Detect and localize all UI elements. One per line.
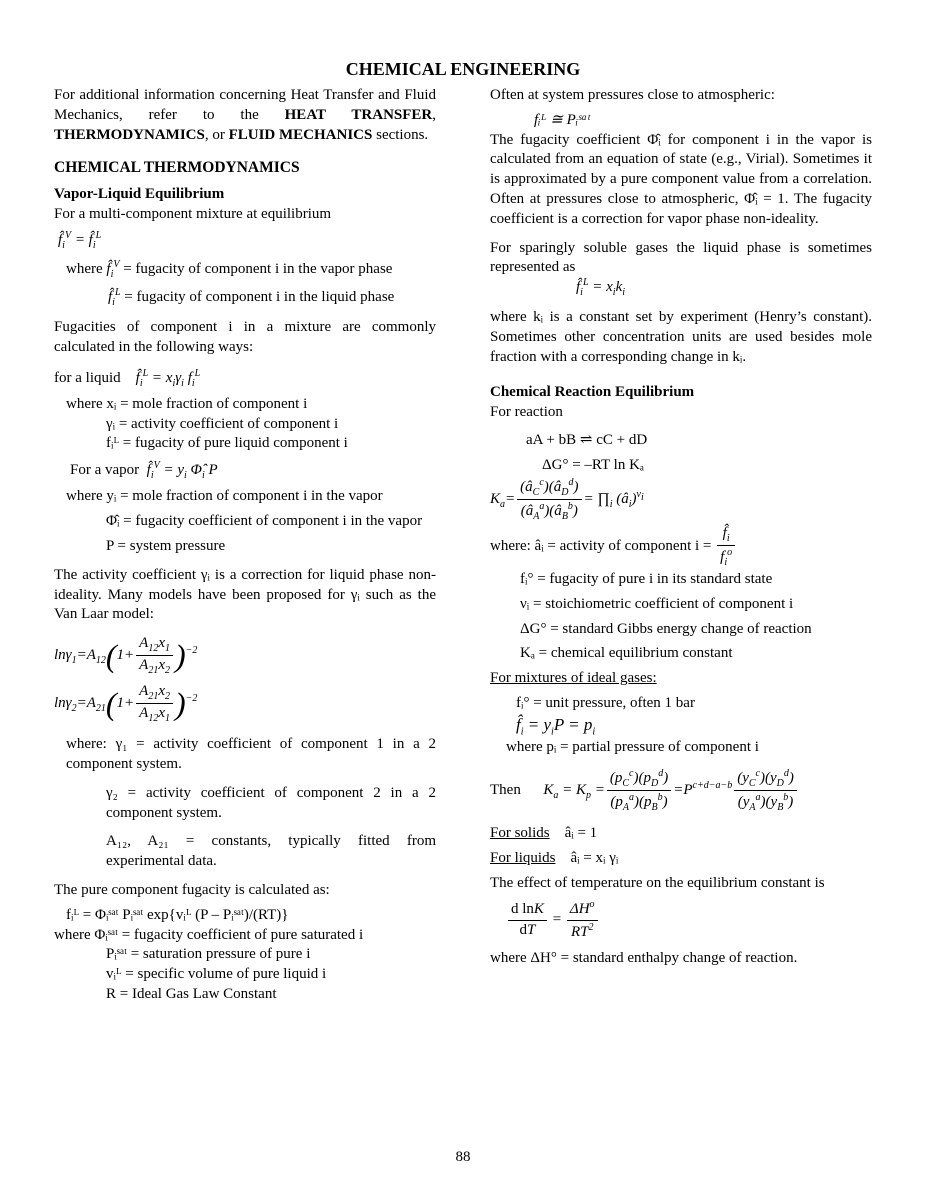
van-laar-gamma2: $\ln\gamma_2=A_{21}(1+$ $\frac{A_{21}x_2}{A_{12}x_1}$ )$^{-2}$: [54, 683, 198, 725]
ideal-fo: fᵢ° = unit pressure, often 1 bar: [516, 694, 695, 711]
where-a: A₁₂, A₂₁ = constants, typically fitted from experimental data.: [106, 833, 436, 870]
def-y: where yᵢ = mole fraction of component i in the vapor: [66, 488, 383, 505]
atm-intro: Often at system pressures close to atmospheric:: [490, 87, 775, 103]
where-gamma2: γ₂ = activity coefficient of component 2 in a 2 component system.: [106, 784, 436, 821]
def-dg: ΔG° = standard Gibbs energy change of reaction: [520, 620, 812, 637]
thermodynamics-ref: THERMODYNAMICS: [54, 126, 205, 143]
equilibrium-equation: $f̂_i^V$ = $f̂_i^L$: [58, 230, 102, 252]
pure-equation: fᵢᴸ = Φᵢˢᵃᵗ Pᵢˢᵃᵗ exp{vᵢᴸ (P – Pᵢˢᵃᵗ)/(RT)}: [66, 906, 289, 923]
page-title: CHEMICAL ENGINEERING: [345, 59, 581, 79]
ka-equation: $K_a=$ $\frac{(â_C^c)(â_D^d)}{(â_A^a)(â_B^b)}$ = $\prod_i$ $(â_i)^{\nu_i}$: [490, 476, 644, 523]
activity-paragraph: The activity coefficient γᵢ is a correction for liquid phase non-ideality. Many models have been proposed for γᵢ such as the Van Laar model:: [54, 566, 436, 623]
thermo-heading: CHEMICAL THERMODYNAMICS: [54, 159, 300, 177]
where-ai: where: âᵢ = activity of component i = $\frac{f̂_i}{f_i^o}$: [490, 524, 872, 570]
vant-hoff-equation: $\frac{\text{d lnK}}{dT}$ = $\frac{\Delta H^o}{RT^2}$: [490, 898, 872, 944]
henry-paragraph: where kᵢ is a constant set by experiment (Henry’s constant). Sometimes other concentration units are used besides mole fraction with a corresponding change in kᵢ.: [490, 309, 872, 365]
sparing-paragraph: For sparingly soluble gases the liquid phase is sometimes represented as: [490, 239, 872, 276]
liquids-line: For liquids âᵢ = xᵢ γᵢ: [490, 849, 619, 866]
heat-transfer-ref: HEAT TRANSFER: [284, 106, 433, 123]
pure-paragraph: The pure component fugacity is calculated as:: [54, 881, 330, 898]
ideal-gas-heading: For mixtures of ideal gases:: [490, 670, 657, 687]
def-psat: Pᵢˢᵃᵗ = saturation pressure of pure i: [106, 946, 311, 963]
def-fil: fᵢᴸ = fugacity of pure liquid component i: [106, 435, 348, 452]
def-fv: where $f̂_i^V$ = fugacity of component i in the vapor phase: [66, 258, 393, 280]
def-fo: fᵢ° = fugacity of pure i in its standard state: [520, 570, 773, 587]
reaction-equation: aA + bB ⇌ cC + dD: [526, 432, 648, 449]
fluid-mechanics-ref: FLUID MECHANICS: [228, 126, 373, 143]
right-column: [490, 86, 872, 969]
def-vl: vᵢᴸ = specific volume of pure liquid i: [106, 966, 327, 983]
def-ka: Kₐ = chemical equilibrium constant: [520, 645, 733, 662]
where-dh: where ΔH° = standard enthalpy change of reaction.: [490, 950, 798, 967]
def-phi: Φ̂ᵢ = fugacity coefficient of component i in the vapor: [106, 513, 423, 530]
temp-paragraph: The effect of temperature on the equilibrium constant is: [490, 874, 825, 891]
where-pi: where pᵢ = partial pressure of component i: [506, 739, 759, 756]
for-reaction: For reaction: [490, 403, 563, 420]
def-gamma: γᵢ = activity coefficient of component i: [106, 415, 339, 432]
def-fl: $f̂_i^L$ = fugacity of component i in the liquid phase: [108, 286, 395, 308]
cre-heading: Chemical Reaction Equilibrium: [490, 383, 695, 400]
atm-equation: fᵢᴸ ≅ Pᵢˢᵃᵗ: [534, 111, 590, 128]
van-laar-gamma1: $\ln\gamma_1=A_{12}(1+$ $\frac{A_{12}x_1}{A_{21}x_2}$ )$^{-2}$: [54, 635, 198, 677]
phi-paragraph: The fugacity coefficient Φ̂ᵢ for component i in the vapor is calculated from an equation of state (e.g., Virial). Sometimes it is approximated by a pure component value from a correlation. Often at pressures close to atmospheric, Φ̂ᵢ = 1. The fugacity coefficient is a correction for vapor phase non-ideality.: [490, 131, 872, 227]
intro-paragraph: For additional information concerning Heat Transfer and Fluid Mechanics, refer to the HEAT TRANSFER, THERMODYNAMICS, or FLUID MECHANICS sections.: [54, 87, 436, 143]
gibbs-equation: ΔG° = –RT ln Kₐ: [542, 457, 645, 474]
vle-heading: Vapor-Liquid Equilibrium: [54, 185, 225, 202]
def-r: R = Ideal Gas Law Constant: [106, 985, 277, 1002]
vle-intro: For a multi-component mixture at equilibrium: [54, 205, 332, 222]
def-phisat: where Φᵢˢᵃᵗ = fugacity coefficient of pure saturated i: [54, 926, 364, 943]
def-x: where xᵢ = mole fraction of component i: [66, 395, 308, 412]
solids-line: For solids âᵢ = 1: [490, 825, 598, 842]
page-number: 88: [455, 1149, 471, 1165]
kp-equation: Then $K_a = K_p$ = $\frac{(p_C^c)(p_D^d)}{(p_A^a)(p_B^b)}$ $=P^{c+d-a-b}$ $\frac{(y_C^c)(y_D^d)}{(y_A^a)(y_B^b)}$: [490, 767, 872, 815]
def-nu: νᵢ = stoichiometric coefficient of component i: [520, 595, 794, 612]
ideal-gas-equation: $f̂_i = y_iP = p_i$: [516, 714, 596, 738]
def-p: P = system pressure: [106, 537, 226, 554]
vapor-equation: For a vapor $f̂_i^V = y_i$ $\Phî_i$ P: [70, 460, 218, 482]
left-column: [54, 86, 436, 1005]
liquid-equation: for a liquid $f̂_i^L = x_i\gamma_i$ $f_i^L$: [54, 367, 201, 389]
fugacity-paragraph: Fugacities of component i in a mixture are commonly calculated in the following ways:: [54, 319, 436, 355]
henry-equation: $f̂_i^L = x_ik_i$: [576, 277, 626, 299]
where-gamma1: where: γ₁ = activity coefficient of component 1 in a 2 component system.: [66, 736, 436, 772]
